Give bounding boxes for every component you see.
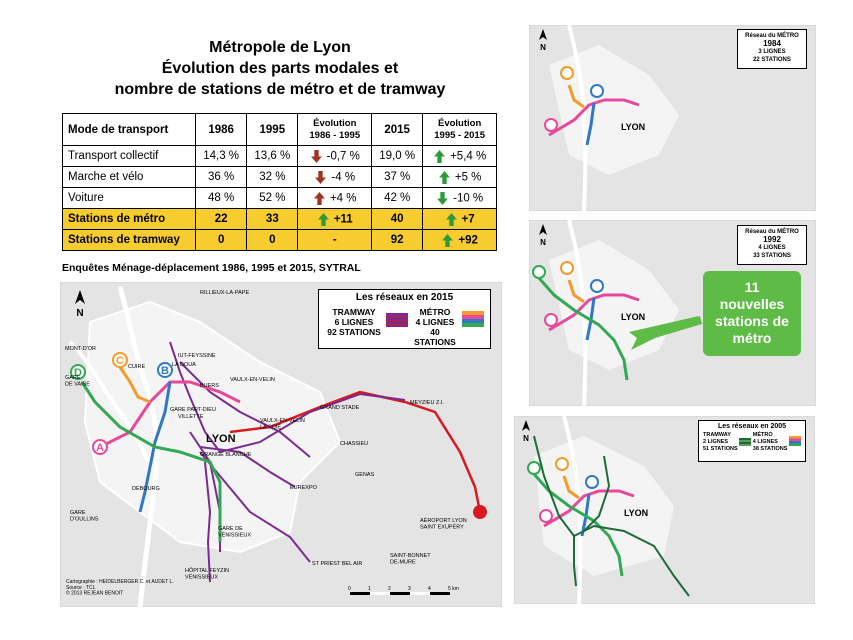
metro-legend-swatch	[462, 311, 484, 327]
table-row: Marche et vélo 36 % 32 % -4 % 37 % +5 %	[63, 167, 497, 188]
airport-icon	[473, 505, 487, 519]
title-line-3: nombre de stations de métro et de tramway	[114, 81, 446, 98]
label-genas: GENAS	[355, 472, 375, 478]
header-mode: Mode de transport	[63, 114, 196, 146]
header-2015: 2015	[372, 114, 423, 146]
header-1995: 1995	[247, 114, 298, 146]
legend-2005: Les réseaux en 2005 TRAMWAY 2 LIGNES 51 STATIONS MÉTRO 4 LIGNES 38 STATIONS	[698, 420, 806, 462]
label-st-bonnet: SAINT-BONNET DE-MURE	[390, 553, 431, 566]
new-stations-callout: 11 nouvelles stations de métro	[703, 271, 801, 356]
label-ladoua: LA DOUA	[172, 362, 196, 368]
main-map-legend: Les réseaux en 2015 TRAMWAY 6 LIGNES 92 STATIONS MÉTRO 4 LIGNES 40 STATIONS	[318, 289, 491, 349]
svg-text:3: 3	[408, 586, 411, 592]
label-gare-venissieux: GARE DE VÉNISSIEUX	[218, 526, 252, 539]
label-lyon-1984: LYON	[621, 122, 646, 132]
arrow-up-icon	[433, 150, 446, 163]
svg-text:2: 2	[388, 586, 391, 592]
label-villette: VILLETTE	[178, 414, 204, 420]
label-eurexpo: EUREXPO	[290, 485, 317, 491]
arrow-up-icon	[445, 213, 458, 226]
label-meyzieu: MEYZIEU Z.I.	[410, 400, 444, 406]
label-lyon-1992: LYON	[621, 312, 646, 322]
label-rillieux: RILLIEUX-LA-PAPE	[200, 290, 250, 296]
legend-1992: Réseau du MÉTRO 1992 4 LIGNES 33 STATIONS	[737, 225, 807, 265]
label-chassieu: CHASSIEU	[340, 441, 369, 447]
svg-text:D: D	[74, 367, 82, 379]
label-cuire: CUIRE	[128, 364, 146, 370]
label-lyon-2005: LYON	[624, 508, 649, 518]
label-lyon: LYON	[206, 433, 236, 445]
source-note: Enquêtes Ménage-déplacement 1986, 1995 et 2015, SYTRAL	[62, 262, 361, 274]
title-line-2: Évolution des parts modales et	[161, 60, 399, 77]
arrow-up-icon	[313, 192, 326, 205]
svg-text:4: 4	[428, 586, 431, 592]
modal-share-table	[62, 113, 497, 251]
arrow-up-icon	[317, 213, 330, 226]
label-grand-stade: GRAND STADE	[320, 405, 360, 411]
table-row: Stations de tramway 0 0 - 92 +92	[63, 230, 497, 251]
svg-text:0: 0	[348, 586, 351, 592]
table-row: Stations de métro 22 33 +11 40 +7	[63, 209, 497, 230]
label-gare-vaise: GARE DE VAISE	[65, 375, 90, 388]
arrow-up-icon	[441, 234, 454, 247]
label-hopital: HÔPITAL FEYZIN VÉNISSIEUX	[185, 568, 230, 581]
label-vaulx-soie: VAULX-EN-VELIN LA SOIE	[260, 418, 305, 431]
svg-text:B: B	[161, 365, 169, 377]
svg-text:C: C	[116, 355, 124, 367]
svg-text:1: 1	[368, 586, 371, 592]
label-iut: IUT-FEYSSINE	[178, 353, 216, 359]
label-st-priest: ST PRIEST BEL AIR	[312, 561, 363, 567]
label-gare-oullins: GARE D'OULLINS	[70, 510, 99, 523]
arrow-down-icon	[310, 150, 323, 163]
arrow-down-icon	[436, 192, 449, 205]
header-evolution-1: Évolution 1986 - 1995	[298, 114, 372, 146]
svg-text:N: N	[540, 43, 546, 52]
svg-text:A: A	[96, 442, 104, 454]
label-gare-part-dieu: GARE PART-DIEU	[170, 407, 216, 413]
metro-2005-swatch	[789, 436, 801, 446]
header-1986: 1986	[196, 114, 247, 146]
page-title	[60, 37, 500, 100]
label-aeroport: AÉROPORT LYON SAINT EXUPÉRY	[420, 518, 467, 531]
label-debourg: DEBOURG	[132, 486, 160, 492]
table-row: Voiture 48 % 52 % +4 % 42 % -10 %	[63, 188, 497, 209]
label-grange-blanche: GRANGE BLANCHE	[200, 452, 252, 458]
legend-1984: Réseau du MÉTRO 1984 3 LIGNES 22 STATIONS	[737, 29, 807, 69]
title-line-1: Métropole de Lyon	[209, 39, 351, 56]
label-montdor: MONT-D'OR	[65, 346, 96, 352]
svg-text:N: N	[540, 238, 546, 247]
arrow-up-icon	[438, 171, 451, 184]
credits: Cartographie : HEIDELBERGER C. et AUDET L. Source : TCL © 2013 REJEAN BENOIT	[66, 579, 174, 597]
table-row: Transport collectif 14,3 % 13,6 % -0,7 % 19,0 % +5,4 %	[63, 146, 497, 167]
header-evolution-2: Évolution 1995 - 2015	[423, 114, 497, 146]
legend-title: Les réseaux en 2015	[355, 292, 454, 303]
svg-text:N: N	[523, 434, 529, 443]
label-buers: BUERS	[200, 383, 219, 389]
table-header-row	[63, 114, 497, 146]
tram-legend-swatch	[386, 313, 408, 327]
label-vaulx: VAULX-EN-VELIN	[230, 377, 275, 383]
svg-text:5 km: 5 km	[448, 586, 459, 592]
arrow-down-icon	[314, 171, 327, 184]
north-label: N	[76, 308, 84, 319]
tram-2005-swatch	[739, 438, 751, 446]
